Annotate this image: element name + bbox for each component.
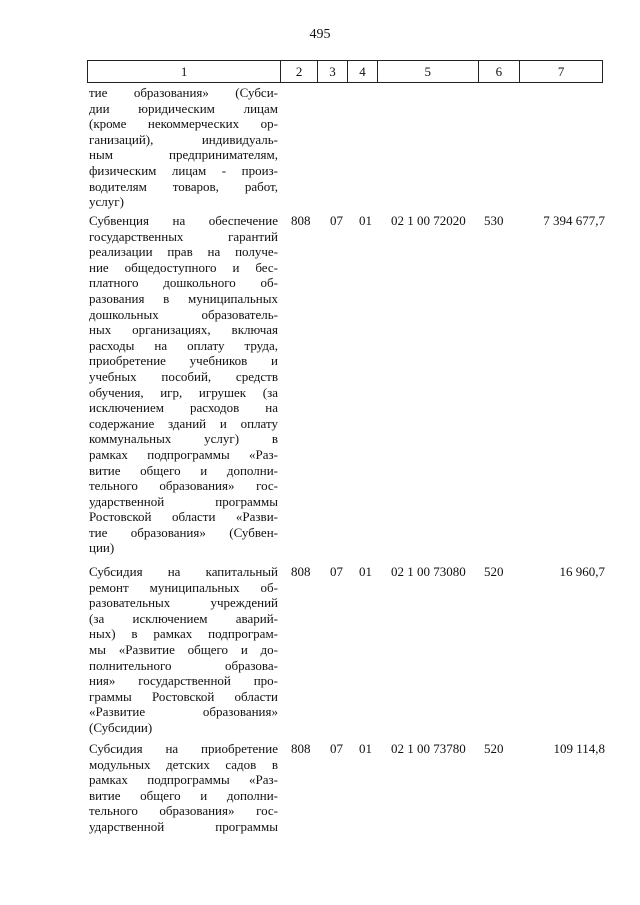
text-line: содержание зданий и оплату <box>89 415 278 431</box>
text-line: государственных гарантий <box>89 228 278 244</box>
text-line: мы «Развитие общего и до- <box>89 641 278 657</box>
text-line: ганизаций), индивидуаль- <box>89 131 278 147</box>
text-line: витие общего и дополни- <box>89 787 278 803</box>
page-number: 495 <box>309 27 331 42</box>
text-line: витие общего и дополни- <box>89 462 278 478</box>
header-col-7: 7 <box>519 61 602 82</box>
text-line: (кроме некоммерческих ор- <box>89 116 278 132</box>
text-line: «Развитие образования» <box>89 704 278 720</box>
text-line: рамках подпрограммы «Раз- <box>89 446 278 462</box>
cell-amount: 7 394 677,7 <box>543 213 605 228</box>
text-line: ние общедоступного и бес- <box>89 259 278 275</box>
text-line: тельного образования» гос- <box>89 478 278 494</box>
text-line: приобретение учебников и <box>89 353 278 369</box>
cell-target-article: 02 1 00 72020 <box>391 213 466 228</box>
text-line: разования в муниципальных <box>89 290 278 306</box>
header-col-4: 4 <box>347 61 377 82</box>
cell-expense-type: 520 <box>484 564 504 579</box>
table-header-row <box>87 60 603 83</box>
cell-section: 07 <box>330 741 343 756</box>
cell-department: 808 <box>291 213 311 228</box>
text-line: Ростовской области «Разви- <box>89 509 278 525</box>
text-line: полнительного образова- <box>89 657 278 673</box>
cell-amount: 109 114,8 <box>553 741 605 756</box>
text-line: ных) в рамках подпрограм- <box>89 626 278 642</box>
text-line: обучения, игр, игрушек (за <box>89 384 278 400</box>
text-line: платного дошкольного об- <box>89 275 278 291</box>
text-line: Субсидия на приобретение <box>89 741 278 756</box>
text-line: ных организациях, включая <box>89 322 278 338</box>
text-line: модульных детских садов в <box>89 756 278 772</box>
text-line: дии юридическим лицам <box>89 100 278 116</box>
text-line: расходы на оплату труда, <box>89 337 278 353</box>
text-line: учебных пособий, средств <box>89 368 278 384</box>
cell-section: 07 <box>330 564 343 579</box>
text-line: водителям товаров, работ, <box>89 178 278 194</box>
cell-department: 808 <box>291 564 311 579</box>
text-line: ным предпринимателям, <box>89 147 278 163</box>
cell-expense-type: 520 <box>484 741 504 756</box>
header-col-5: 5 <box>377 61 478 82</box>
cell-subsection: 01 <box>359 213 372 228</box>
cell-expense-type: 530 <box>484 213 504 228</box>
header-col-3: 3 <box>317 61 347 82</box>
text-line: ремонт муниципальных об- <box>89 579 278 595</box>
text-line: ния» государственной про- <box>89 673 278 689</box>
text-line: (за исключением аварий- <box>89 610 278 626</box>
cell-target-article: 02 1 00 73080 <box>391 564 466 579</box>
text-line: рамках подпрограммы «Раз- <box>89 772 278 788</box>
header-col-6: 6 <box>478 61 520 82</box>
text-line: услуг) <box>89 194 124 210</box>
cell-subsection: 01 <box>359 741 372 756</box>
row-description <box>89 741 278 835</box>
cell-department: 808 <box>291 741 311 756</box>
row-description <box>89 564 278 736</box>
text-line: тельного образования» гос- <box>89 803 278 819</box>
text-line: разовательных учреждений <box>89 595 278 611</box>
text-line: Субсидия на капитальный <box>89 564 278 579</box>
text-line: Субвенция на обеспечение <box>89 213 278 228</box>
text-line: ции) <box>89 540 115 556</box>
text-line: дошкольных образователь- <box>89 306 278 322</box>
header-col-2: 2 <box>280 61 317 82</box>
cell-amount: 16 960,7 <box>559 564 605 579</box>
row-description <box>89 213 278 556</box>
text-line: ударственной программы <box>89 493 278 509</box>
text-line: ударственной программы <box>89 818 278 834</box>
text-line: реализации прав на получе- <box>89 244 278 260</box>
cell-target-article: 02 1 00 73780 <box>391 741 466 756</box>
text-line: исключением расходов на <box>89 400 278 416</box>
cell-section: 07 <box>330 213 343 228</box>
text-line: граммы Ростовской области <box>89 688 278 704</box>
text-line: коммунальных услуг) в <box>89 431 278 447</box>
text-line: (Субсидии) <box>89 719 153 735</box>
text-line: тие образования» (Субси- <box>89 85 278 100</box>
continuation-text <box>89 85 278 210</box>
header-col-1: 1 <box>180 63 188 79</box>
text-line: тие образования» (Субвен- <box>89 524 278 540</box>
cell-subsection: 01 <box>359 564 372 579</box>
text-line: физическим лицам - произ- <box>89 162 278 178</box>
